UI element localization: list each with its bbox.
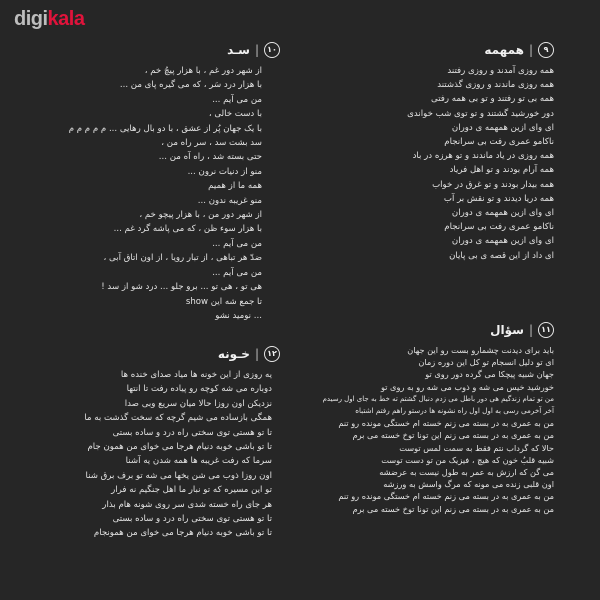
lyrics-list bbox=[20, 64, 280, 323]
lyric-line: شبیه قلبُ خون که هیچ ، فیزیک من تو دست توست bbox=[381, 454, 554, 465]
section-title: همهمه bbox=[484, 43, 524, 57]
lyric-line: با هزار سوء ظن ، که می پاشه گرد غم ... bbox=[113, 224, 262, 235]
lyrics-list bbox=[20, 368, 280, 541]
section-title: خـونه bbox=[217, 347, 250, 361]
section-sad bbox=[20, 42, 280, 323]
section-hamehmeh bbox=[284, 42, 554, 263]
lyric-line: تا تو باشی خوبه دنیام هرجا می خوای من همون جام bbox=[87, 442, 272, 453]
lyric-line: تا تو هستی توی سختی راه درد و ساده بستی bbox=[112, 514, 272, 525]
lyric-line: دوباره می شه کوچه رو پیاده رفت تا انتها bbox=[126, 384, 272, 395]
lyric-line: آخر آخرمی رسی به اول اول راه نشونه ها درستو راهم رفتم اشتباه bbox=[355, 406, 554, 416]
lyric-line: من تو تمام زندگیم هی دور باطل می زدم دنبال گشتم ته خط به جای اول رسیدم bbox=[322, 394, 554, 403]
section-separator: | bbox=[254, 347, 259, 361]
lyric-line: همه آرام بودند و تو اهل فریاد bbox=[449, 165, 554, 176]
section-header bbox=[284, 42, 554, 58]
lyric-line: من به عمری به در بسته می زنم خسته ام خستگی مونده رو تنم bbox=[338, 491, 554, 502]
section-header bbox=[284, 322, 554, 338]
lyric-line: ای وای ازین همهمه ی دوران bbox=[451, 208, 554, 219]
lyric-line: ای تو دلیل انسجام تو کل این دوره زمان bbox=[418, 357, 554, 368]
lyric-line: اون روزا ذوب می شن یخها می شه تو برف برق شنا bbox=[85, 470, 272, 481]
lyric-line: همه روزی در یاد ماندند و تو هرزه در باد bbox=[412, 151, 554, 162]
lyric-line: با یک جهان پُر از عشق ، با دو بال رهایی ... م م م م م bbox=[68, 123, 262, 134]
lyric-line: همه روزی آمدند و روزی رفتند bbox=[447, 66, 554, 76]
lyric-line: من می آیم ... bbox=[212, 267, 262, 278]
section-khooneh bbox=[20, 346, 280, 541]
lyric-line: تا تو هستی توی سختی راه درد و ساده بستی bbox=[112, 427, 272, 438]
brand-logo-part1: digi bbox=[14, 8, 48, 30]
section-soal bbox=[284, 322, 554, 515]
lyric-line: من به عمری به در بسته می زنم این تونا توخ خسته می برم bbox=[352, 430, 554, 441]
section-number-badge: ١٠ bbox=[264, 42, 280, 58]
section-number-badge: ٩ bbox=[538, 42, 554, 58]
lyric-line: سد بشت سد ، سر راه من ، bbox=[161, 138, 262, 149]
lyric-line: من به عمری به در بسته می زنم خسته ام خستگی مونده رو تنم bbox=[338, 418, 554, 429]
lyric-line: باید برای دیدنت چشمارو بست رو این جهان bbox=[407, 345, 554, 355]
lyric-line: با دست خالی ، bbox=[208, 109, 262, 120]
lyric-line: نزدیکن اون روزا حالا میان سریع وبی صدا bbox=[124, 398, 272, 409]
lyric-line: تا تو باشی خوبه دنیام هرجا می خوای من همونجام bbox=[93, 528, 272, 539]
lyric-line: حتی بسته شد ، راه آه من ... bbox=[158, 152, 262, 163]
lyric-line: سرما که رفت غریبه ها همه شدن یه آشنا bbox=[125, 456, 272, 467]
lyric-line: ای وای ازین همهمه ی دوران bbox=[451, 236, 554, 247]
lyrics-list bbox=[264, 344, 554, 515]
section-separator: | bbox=[254, 43, 259, 57]
lyric-line: می گن که ارزش به عمر به طول نیست به عرضشه bbox=[379, 467, 554, 478]
lyric-line: اون قلبی زنده می مونه که مرگ واسش به ورزشه bbox=[383, 479, 554, 490]
section-number-badge: ١٢ bbox=[264, 346, 280, 362]
lyric-line: ای وای ازین همهمه ی دوران bbox=[451, 122, 554, 133]
lyric-line: من به عمری به در بسته می زنم این تونا توخ خسته می برم bbox=[352, 503, 554, 514]
lyric-line: جهان شبیه پیچکا می گرده دور روی تو bbox=[425, 369, 554, 380]
section-separator: | bbox=[528, 43, 533, 57]
lyric-line: تو این مسیره که تو نبار ما اهل جنگیم نه فرار bbox=[111, 485, 272, 496]
lyric-line: همگی بازساده می شیم گرچه که سخت گذشت به ما bbox=[84, 413, 272, 424]
lyric-line: همه ما از همیم bbox=[208, 181, 262, 192]
lyric-line: از شهر دور غم ، با هزار پیچُ خم ، bbox=[144, 66, 262, 76]
section-header bbox=[20, 42, 280, 58]
lyrics-list bbox=[284, 64, 554, 263]
lyric-line: هی تو ، هی تو ... برو جلو ... درد شو از سد ! bbox=[101, 282, 262, 293]
lyric-line: ضدّ هر تباهی ، از تبار رویا ، از اون اتاق آبی ، bbox=[103, 253, 262, 264]
lyric-line: همه روزی ماندند و روزی گذشتند bbox=[437, 80, 554, 91]
lyric-line: همه بی تو رفتند و تو بی همه رفتی bbox=[431, 94, 554, 105]
section-title: سـد bbox=[227, 43, 250, 57]
lyric-line: با هزار درد سَر ، که می گیره پای من ... bbox=[119, 80, 262, 91]
lyric-line: از شهر دور من ، با هزار پیچو خم ، bbox=[139, 210, 262, 221]
section-header bbox=[20, 346, 280, 362]
lyric-line: حالا که گرداب نتم فقط به سمت لمس توست bbox=[399, 442, 554, 453]
lyric-line: من می آیم ... bbox=[212, 238, 262, 249]
section-separator: | bbox=[528, 323, 533, 337]
lyric-line: منو غریبه ندون ... bbox=[197, 195, 262, 206]
lyric-line: من می آیم ... bbox=[212, 94, 262, 105]
lyric-line: همه بیدار بودند و تو غرق در خواب bbox=[432, 179, 554, 190]
lyric-line: ناکامو عمری رفت بی سرانجام bbox=[444, 222, 554, 233]
lyric-line: منو از دنیات نرون ... bbox=[187, 166, 262, 177]
lyric-line: خورشید خیس می شه و ذوب می شه رو به روی تو bbox=[380, 381, 554, 392]
lyric-line: ای داد از این قصه ی بی پایان bbox=[449, 250, 554, 261]
lyric-line: هر جای راه خسته شدی سر روی شونه هام بذار bbox=[102, 499, 272, 510]
brand-logo bbox=[14, 8, 84, 31]
lyric-line: یه روزی از این خونه ها میاد صدای خنده ها bbox=[120, 370, 272, 380]
lyric-line: دور خورشید گشتند و تو توی شب خواندی bbox=[407, 108, 554, 119]
lyric-line: ناکامو عمری رفت بی سرانجام bbox=[444, 137, 554, 148]
section-title: سؤال bbox=[490, 323, 524, 337]
brand-logo-part2: kala bbox=[47, 8, 85, 30]
lyric-line: همه دریا دیدند و تو نقش بر آب bbox=[443, 193, 554, 204]
section-number-badge: ١١ bbox=[538, 322, 554, 338]
lyric-line: ... نومید نشو bbox=[215, 310, 262, 321]
lyric-line: تا جمع شه این show bbox=[185, 296, 262, 307]
